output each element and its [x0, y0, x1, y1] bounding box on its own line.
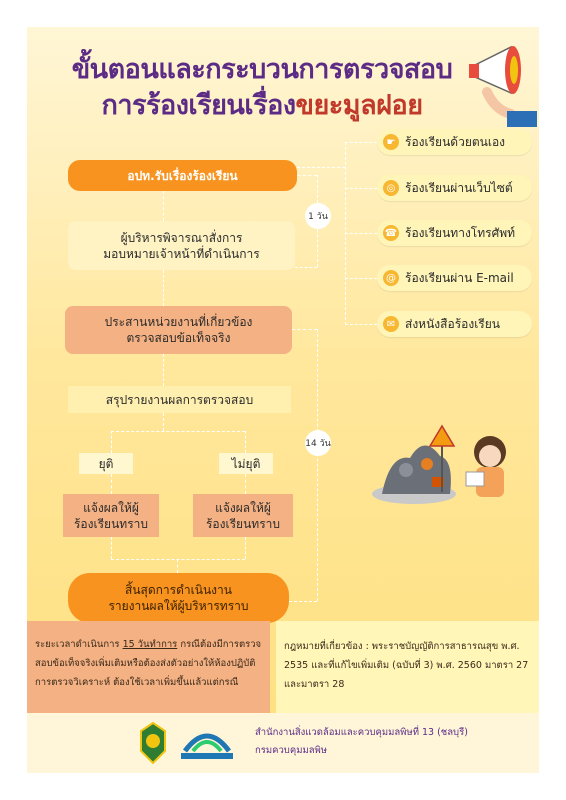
channel-website — [377, 175, 532, 201]
connector-summary-down — [163, 413, 164, 431]
email-icon: @ — [383, 270, 399, 286]
step-final: สิ้นสุดการดำเนินงาน รายงานผลให้ผู้บริหารทราบ — [68, 573, 289, 623]
connector-notended-down — [245, 474, 246, 494]
related-law-note: กฎหมายที่เกี่ยวข้อง : พระราชบัญญัติการสาธารณสุข พ.ศ. 2535 และที่แก้ไขเพิ่มเติม (ฉบับที่ 3) พ.ศ. 2560 มาตรา 27 และมาตรา 28 — [276, 621, 539, 713]
connector-channel-4 — [345, 278, 377, 279]
channel-letter — [377, 311, 532, 337]
channel-in-person — [377, 129, 532, 155]
outcome-not-ended: ไม่ยุติ — [219, 453, 273, 474]
connector-1day-bottom — [295, 267, 317, 268]
connector-main-top — [163, 191, 164, 221]
connector-merge-horizontal — [111, 559, 245, 560]
connector-branch-left — [111, 431, 112, 453]
connector-ended-down — [111, 474, 112, 494]
duration-note — [27, 621, 270, 713]
megaphone-icon — [467, 37, 539, 127]
connector-merge-right — [245, 537, 246, 559]
channel-label: ร้องเรียนผ่านเว็บไซต์ — [405, 180, 513, 195]
connector-merge-left — [111, 537, 112, 559]
step-receive: อปท.รับเรื่องร้องเรียน — [68, 160, 297, 191]
connector-14day-top — [292, 329, 317, 330]
agency-footer — [27, 713, 539, 773]
globe-icon: ◎ — [383, 180, 399, 196]
channel-label: ส่งหนังสือร้องเรียน — [405, 316, 500, 331]
step-coordinate: ประสานหน่วยงานที่เกี่ยวข้อง ตรวจสอบข้อเท็จจริง — [65, 306, 292, 354]
ministry-seal-logo — [135, 721, 171, 765]
garbage-complaint-illustration — [372, 422, 522, 507]
notify-complainant-right: แจ้งผลให้ผู้ ร้องเรียนทราบ — [193, 494, 293, 537]
agency-name-line-1: สำนักงานสิ่งแวดล้อมและควบคุมมลพิษที่ 13 (ชลบุรี) — [255, 727, 468, 738]
duration-prefix: ระยะเวลาดำเนินการ — [35, 639, 123, 650]
pcd-logo — [177, 721, 237, 765]
connector-branch-horizontal — [111, 431, 245, 432]
outcome-ended: ยุติ — [79, 453, 133, 474]
step-summary: สรุปรายงานผลการตรวจสอบ — [68, 386, 291, 413]
title-line-1: ขั้นตอนและกระบวนการตรวจสอบ — [71, 54, 453, 85]
connector-main-mid — [163, 270, 164, 306]
connector-channel-1 — [345, 142, 377, 143]
poster — [27, 27, 539, 773]
duration-days: 15 วันทำการ — [122, 639, 178, 650]
connector-channel-2 — [345, 188, 377, 189]
notify-complainant-left: แจ้งผลให้ผู้ ร้องเรียนทราบ — [63, 494, 159, 537]
letter-icon: ✉ — [383, 316, 399, 332]
connector-branch-right — [245, 431, 246, 453]
connector-1day-top — [297, 175, 317, 176]
connector-main-lower — [163, 354, 164, 386]
one-day-badge: 1 วัน — [305, 203, 331, 229]
connector-14day-vertical — [317, 329, 318, 601]
channel-label: ร้องเรียนด้วยตนเอง — [405, 134, 506, 149]
connector-merge-down — [177, 559, 178, 573]
connector-14day-bottom — [289, 601, 317, 602]
step-assign: ผู้บริหารพิจารณาสั่งการ มอบหมายเจ้าหน้าที่ดำเนินการ — [68, 221, 295, 270]
agency-name-line-2: กรมควบคุมมลพิษ — [255, 745, 328, 756]
channel-label: ร้องเรียนผ่าน E-mail — [405, 270, 514, 285]
channel-email — [377, 265, 532, 291]
connector-channel-3 — [345, 233, 377, 234]
connector-channel-5 — [345, 324, 377, 325]
title-highlight: ขยะมูลฝอย — [295, 90, 423, 121]
title-line-2 — [27, 83, 497, 126]
connector-channels-link — [297, 167, 345, 168]
duration-rest: กรณีต้องมีการตรวจสอบข้อเท็จจริงเพิ่มเติมหรือต้องส่งตัวอย่างให้ห้องปฏิบัติการตรวจวิเคราะห์ ต้องใช้เวลาเพิ่มขึ้นแล้วแต่กรณี — [35, 639, 262, 688]
phone-icon: ☎ — [383, 225, 399, 241]
channel-phone — [377, 220, 532, 246]
person-icon: ☛ — [383, 134, 399, 150]
fourteen-days-badge: 14 วัน — [305, 430, 331, 456]
title-prefix: การร้องเรียนเรื่อง — [101, 90, 296, 121]
channel-label: ร้องเรียนทางโทรศัพท์ — [405, 225, 516, 240]
